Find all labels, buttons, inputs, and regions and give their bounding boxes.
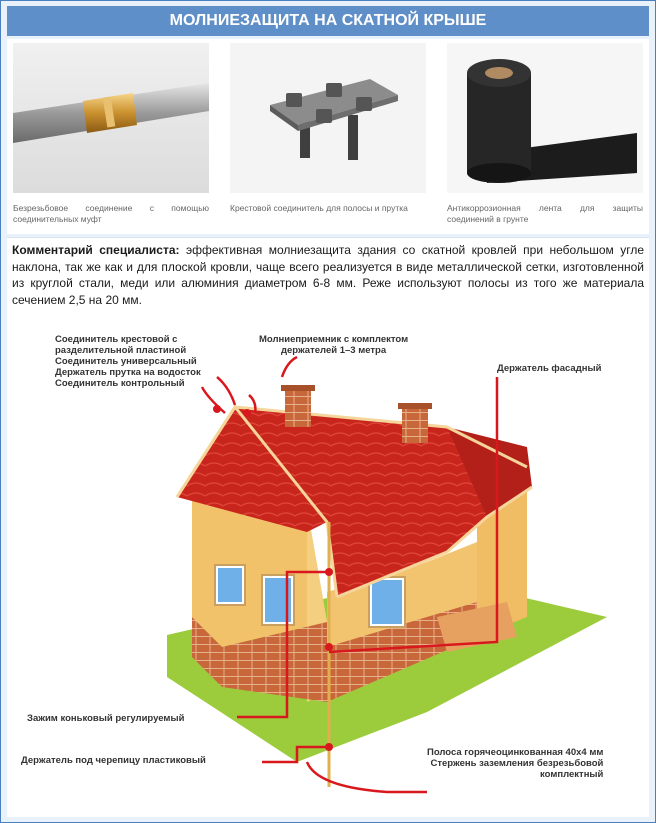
house-illustration: [7, 317, 649, 817]
expert-comment: [7, 237, 649, 321]
label-air-terminal: Молниеприемник с комплектом держателей 1–3 метра: [259, 334, 409, 356]
photo-caption: Антикоррозионная лента для защиты соединений в грунте: [447, 203, 643, 224]
label-facade-holder: Держатель фасадный: [497, 363, 602, 374]
house-diagram: [7, 317, 649, 817]
chimney: [285, 389, 311, 427]
anticorrosion-tape-photo: [447, 43, 643, 193]
label-grounding: Полоса горячеоцинкованная 40х4 мм Стержень заземления безрезьбовой комплектный: [427, 747, 604, 780]
chimney: [402, 407, 428, 443]
comment-text: эффективная молниезащита здания со скатной кровлей при небольшом угле наклона, так же как и для плоской кровли, чаще всего реализуется в виде металлической сетки, изготовленной из круглой стали, меди или алюминия диаметром 6-8 мм. Реже используют полосы из того же материала сечением 2,5 на 20 мм.: [12, 243, 644, 307]
photo-caption: Безрезьбовое соединение с помощью соединительных муфт: [13, 203, 209, 224]
photo-strip: [7, 39, 649, 234]
cross-connector-photo: [230, 43, 426, 193]
label-cross-connector: Соединитель крестовой с разделительной пластиной Соединитель универсальный Держатель прутка на водосток Соединитель контрольный: [55, 334, 201, 389]
rod-coupling-photo: [13, 43, 209, 193]
photo-caption: Крестовой соединитель для полосы и прутка: [230, 203, 408, 213]
comment-label: Комментарий специалиста:: [12, 243, 180, 257]
page-title: МОЛНИЕЗАЩИТА НА СКАТНОЙ КРЫШЕ: [7, 6, 649, 36]
label-ridge-clamp: Зажим коньковый регулируемый: [27, 713, 185, 724]
label-tile-holder: Держатель под черепицу пластиковый: [21, 755, 206, 766]
